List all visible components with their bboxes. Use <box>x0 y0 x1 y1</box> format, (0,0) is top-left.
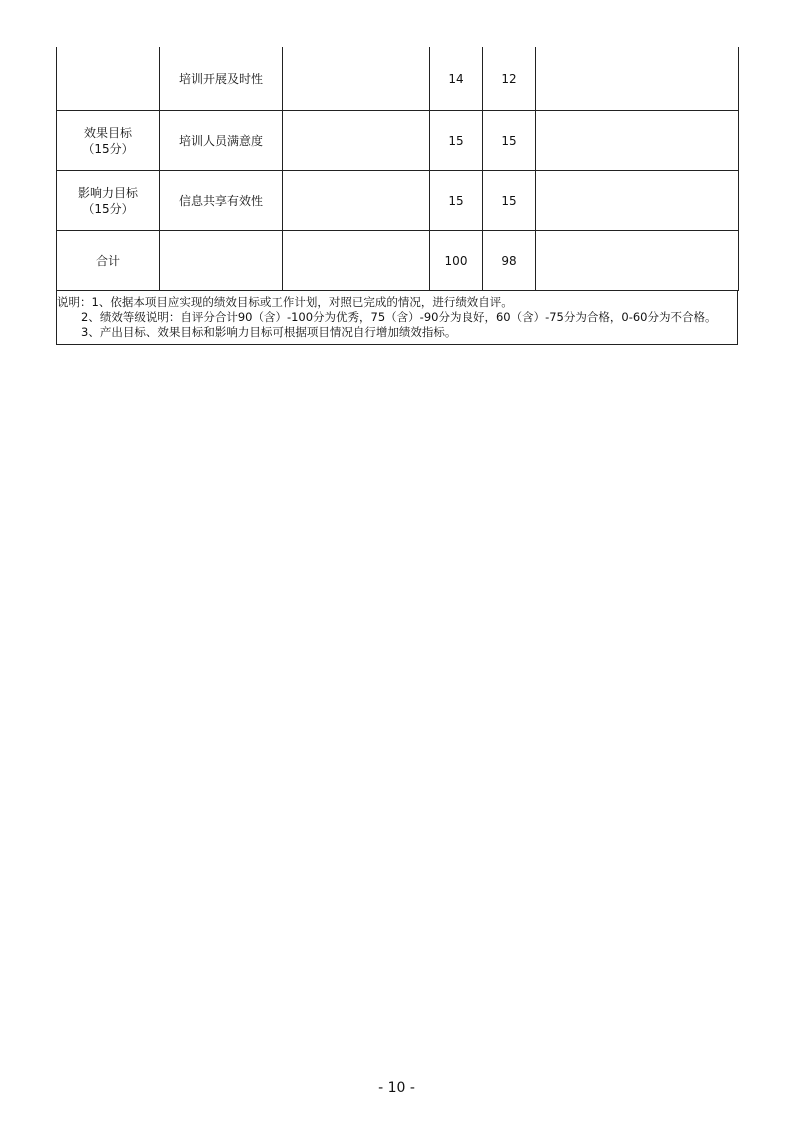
category-score: （15分） <box>82 141 134 156</box>
indicator-cell: 信息共享有效性 <box>160 171 283 231</box>
category-label: 影响力目标 <box>77 185 138 200</box>
note-line-2: 2、绩效等级说明：自评分合计90（含）-100分为优秀，75（含）-90分为良好，60（含）-75分为合格，0-60分为不合格。 <box>81 310 717 324</box>
indicator-cell: 培训开展及时性 <box>160 47 283 111</box>
remark-cell <box>536 47 739 111</box>
performance-table <box>56 47 739 291</box>
table-row <box>57 171 739 231</box>
full-score-cell: 15 <box>430 111 483 171</box>
self-score-cell: 15 <box>483 111 536 171</box>
category-cell <box>57 47 160 111</box>
note-line-1: 说明：1、依据本项目应实现的绩效目标或工作计划，对照已完成的情况，进行绩效自评。 <box>57 295 513 309</box>
table-row <box>57 47 739 111</box>
full-score-cell: 14 <box>430 47 483 111</box>
remark-cell <box>536 111 739 171</box>
self-score-cell: 15 <box>483 171 536 231</box>
content-cell <box>283 171 430 231</box>
remark-cell <box>536 171 739 231</box>
total-full-score-cell: 100 <box>430 231 483 291</box>
page-number: - 10 - <box>378 1080 415 1096</box>
note-line-3: 3、产出目标、效果目标和影响力目标可根据项目情况自行增加绩效指标。 <box>81 325 457 339</box>
indicator-cell: 培训人员满意度 <box>160 111 283 171</box>
indicator-cell <box>160 231 283 291</box>
remark-cell <box>536 231 739 291</box>
notes-block <box>56 291 738 345</box>
category-cell <box>57 171 160 231</box>
table-row <box>57 111 739 171</box>
category-cell <box>57 111 160 171</box>
full-score-cell: 15 <box>430 171 483 231</box>
self-score-cell: 12 <box>483 47 536 111</box>
content-cell <box>283 111 430 171</box>
total-self-score-cell: 98 <box>483 231 536 291</box>
content-cell <box>283 231 430 291</box>
total-label-cell: 合计 <box>57 231 160 291</box>
performance-table-sheet <box>56 47 738 345</box>
content-cell <box>283 47 430 111</box>
category-label: 效果目标 <box>83 125 132 140</box>
table-row-total <box>57 231 739 291</box>
category-score: （15分） <box>82 201 134 216</box>
